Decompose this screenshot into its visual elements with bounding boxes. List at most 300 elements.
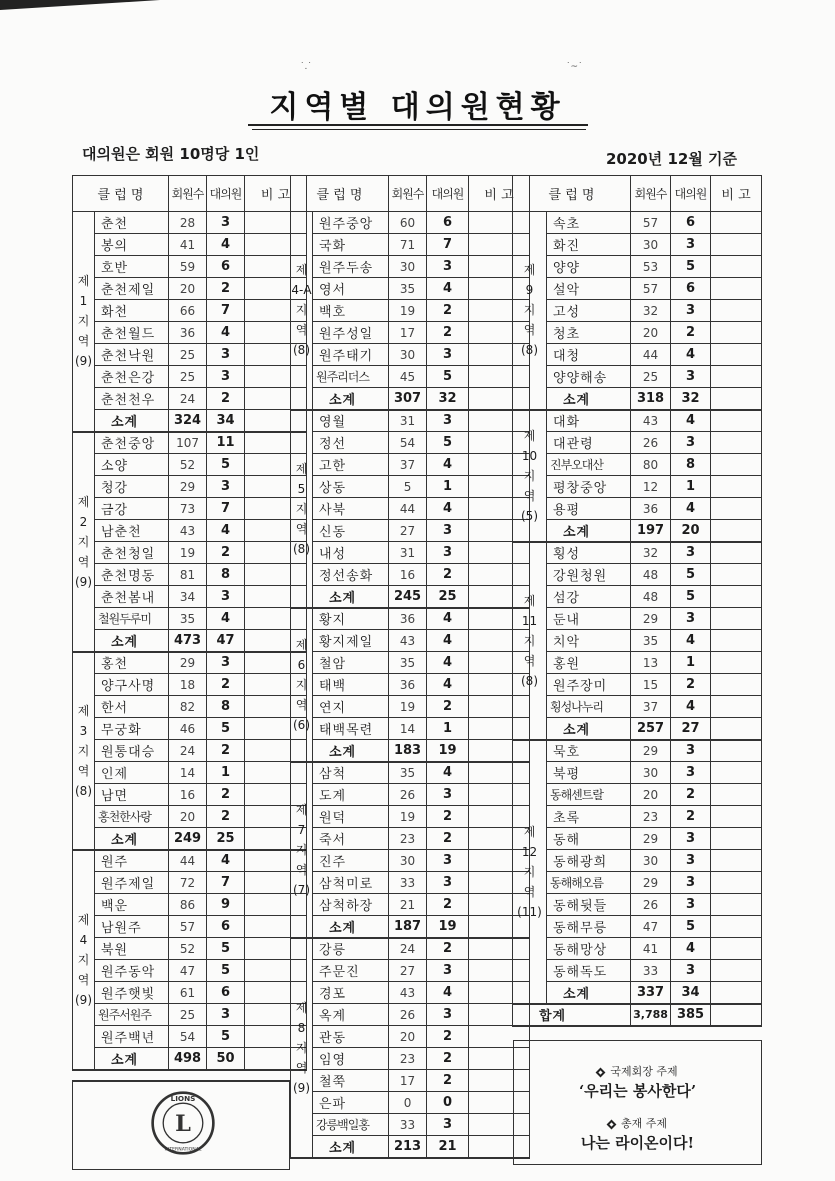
note-cell [711,762,762,784]
subtotal-row [513,718,762,740]
club-name: 연지 [313,696,389,718]
subtotal-members: 213 [389,1136,427,1158]
club-row [73,872,307,894]
club-name: 영월 [313,410,389,432]
member-count: 32 [631,542,671,564]
club-name: 설악 [547,278,631,300]
club-row [73,300,307,322]
club-row [73,762,307,784]
delegate-count: 5 [207,718,245,740]
diamond-bullet-icon [607,1119,617,1129]
club-name: 정선송화 [313,564,389,586]
delegate-count: 11 [207,432,245,454]
club-row [513,322,762,344]
club-name: 동해무릉 [547,916,631,938]
club-row [513,256,762,278]
member-count: 20 [631,322,671,344]
subtotal-members: 249 [169,828,207,850]
member-count: 107 [169,432,207,454]
club-row [513,608,762,630]
member-count: 35 [389,762,427,784]
club-name: 진부오대산 [547,454,631,476]
note-cell [711,256,762,278]
delegate-count: 4 [207,322,245,344]
delegate-count: 4 [427,454,469,476]
subtotal-delegates: 21 [427,1136,469,1158]
club-row [513,630,762,652]
club-row [291,806,530,828]
subtotal-members: 197 [631,520,671,542]
club-name: 원주제일 [95,872,169,894]
delegate-count: 8 [207,696,245,718]
club-row [513,652,762,674]
delegate-count: 4 [671,630,711,652]
note-cell [711,1004,762,1026]
delegate-count: 7 [427,234,469,256]
club-row [291,322,530,344]
delegate-count: 2 [427,696,469,718]
member-count: 31 [389,542,427,564]
scan-speck: ˙.˙ [300,62,312,72]
club-name: 동해광희 [547,850,631,872]
subtotal-label: 소계 [313,916,389,938]
note-cell [711,476,762,498]
member-count: 25 [169,366,207,388]
subtotal-delegates: 34 [207,410,245,432]
subtotal-label: 소계 [95,410,169,432]
club-name: 홍천 [95,652,169,674]
club-name: 철암 [313,652,389,674]
club-name: 동해독도 [547,960,631,982]
club-row [291,1026,530,1048]
club-row [291,542,530,564]
club-name: 원주중앙 [313,212,389,234]
delegate-count: 4 [671,696,711,718]
subtotal-row [513,388,762,410]
delegate-count: 3 [207,586,245,608]
note-cell [711,982,762,1004]
club-row [291,1092,530,1114]
subtotal-label: 소계 [547,520,631,542]
subtotal-label: 소계 [95,1048,169,1070]
region-label: 제 1 지 역 (9) [73,212,95,432]
member-count: 27 [389,520,427,542]
club-name: 섬강 [547,586,631,608]
member-count: 41 [631,938,671,960]
note-cell [711,630,762,652]
club-row [291,674,530,696]
club-row [73,366,307,388]
delegate-count: 2 [207,388,245,410]
club-name: 진주 [313,850,389,872]
subtotal-delegates: 50 [207,1048,245,1070]
member-count: 16 [389,564,427,586]
delegate-count: 3 [207,212,245,234]
club-name: 춘천은강 [95,366,169,388]
delegate-count: 5 [671,586,711,608]
delegate-count: 7 [207,498,245,520]
club-name: 봉의 [95,234,169,256]
club-row [513,234,762,256]
member-count: 26 [389,784,427,806]
header-note: 비 고 [245,176,307,212]
header-member-count: 회원수 [169,176,207,212]
delegate-count: 3 [427,1114,469,1136]
club-row [513,938,762,960]
delegate-count: 3 [427,410,469,432]
note-cell [711,784,762,806]
delegate-count: 9 [207,894,245,916]
note-cell [711,718,762,740]
subtotal-row [291,586,530,608]
member-count: 32 [631,300,671,322]
delegate-count: 2 [427,564,469,586]
note-cell [711,300,762,322]
member-count: 30 [631,234,671,256]
delegate-count: 2 [427,1070,469,1092]
club-name: 원주장미 [547,674,631,696]
delegate-count: 5 [207,1026,245,1048]
club-name: 대화 [547,410,631,432]
delegate-count: 2 [427,322,469,344]
club-row [73,498,307,520]
club-row [73,718,307,740]
club-row [73,432,307,454]
club-name: 내성 [313,542,389,564]
delegate-count: 2 [207,740,245,762]
grand-total-row [513,1004,762,1026]
note-cell [711,234,762,256]
delegate-count: 3 [671,300,711,322]
delegate-count: 2 [671,674,711,696]
subtotal-delegates: 25 [427,586,469,608]
club-name: 영서 [313,278,389,300]
delegate-count: 2 [427,806,469,828]
delegate-count: 3 [427,344,469,366]
delegate-count: 6 [427,212,469,234]
delegate-count: 3 [671,740,711,762]
delegate-count: 4 [427,674,469,696]
note-cell [711,586,762,608]
club-row [513,498,762,520]
delegate-count: 3 [427,1004,469,1026]
member-count: 33 [389,1114,427,1136]
member-count: 36 [389,674,427,696]
club-name: 도계 [313,784,389,806]
member-count: 59 [169,256,207,278]
club-name: 삼척하장 [313,894,389,916]
grand-total-members: 3,788 [631,1004,671,1026]
member-count: 29 [631,608,671,630]
club-row [291,894,530,916]
club-name: 강원청원 [547,564,631,586]
header-delegate-count: 대의원 [427,176,469,212]
delegate-count: 4 [427,608,469,630]
club-name: 태백 [313,674,389,696]
club-row [73,608,307,630]
club-name: 주문진 [313,960,389,982]
header-delegate-count: 대의원 [207,176,245,212]
club-name: 용평 [547,498,631,520]
region-label: 제 3 지 역 (8) [73,652,95,850]
delegate-count: 4 [427,652,469,674]
club-row [73,938,307,960]
region-label: 제 8 지 역 (9) [291,938,313,1158]
member-count: 52 [169,938,207,960]
subtotal-row [291,388,530,410]
member-count: 61 [169,982,207,1004]
delegate-count: 2 [427,894,469,916]
club-row [73,674,307,696]
member-count: 86 [169,894,207,916]
club-row [73,344,307,366]
delegate-count: 3 [427,784,469,806]
subtotal-members: 337 [631,982,671,1004]
delegate-table-column-2 [290,175,530,1159]
club-row [73,894,307,916]
delegate-count: 2 [427,1026,469,1048]
delegate-count: 5 [671,916,711,938]
club-row [73,212,307,234]
club-name: 무궁화 [95,718,169,740]
delegate-count: 1 [207,762,245,784]
delegate-count: 3 [671,432,711,454]
club-row [73,652,307,674]
delegate-count: 4 [671,410,711,432]
member-count: 54 [389,432,427,454]
club-name: 원덕 [313,806,389,828]
club-row [291,784,530,806]
member-count: 30 [631,850,671,872]
club-name: 소양 [95,454,169,476]
member-count: 17 [389,322,427,344]
club-name: 사북 [313,498,389,520]
diamond-bullet-icon [596,1067,606,1077]
member-count: 81 [169,564,207,586]
club-name: 국화 [313,234,389,256]
delegate-count: 3 [671,872,711,894]
club-row [73,322,307,344]
club-name: 상동 [313,476,389,498]
reference-date: 2020년 12월 기준 [606,150,738,168]
club-name: 원주서원주 [95,1004,169,1026]
delegate-count: 2 [207,806,245,828]
club-row [73,234,307,256]
club-row [513,564,762,586]
page-title: 지역별 대의원현황 [269,90,566,125]
delegate-count: 2 [207,674,245,696]
member-count: 14 [169,762,207,784]
delegate-count: 1 [671,476,711,498]
member-count: 5 [389,476,427,498]
subtotal-members: 324 [169,410,207,432]
club-row [73,1026,307,1048]
header-delegate-count: 대의원 [671,176,711,212]
club-name: 춘천 [95,212,169,234]
club-row [513,850,762,872]
club-row [291,454,530,476]
club-row [513,740,762,762]
club-row [291,212,530,234]
club-row [291,1114,530,1136]
note-cell [711,344,762,366]
club-name: 철원두루미 [95,608,169,630]
delegate-count: 4 [427,498,469,520]
member-count: 25 [169,1004,207,1026]
club-row [73,1004,307,1026]
club-row [73,806,307,828]
club-row [291,718,530,740]
member-count: 44 [631,344,671,366]
club-name: 홍원 [547,652,631,674]
subtotal-row [291,1136,530,1158]
subtotal-delegates: 32 [671,388,711,410]
club-name: 백운 [95,894,169,916]
member-count: 46 [169,718,207,740]
club-name: 평창중앙 [547,476,631,498]
club-row [513,916,762,938]
delegate-count: 6 [207,982,245,1004]
member-count: 52 [169,454,207,476]
club-row [513,586,762,608]
governor-theme: 나는 라이온이다! [580,1134,695,1152]
member-count: 54 [169,1026,207,1048]
subtotal-label: 소계 [313,740,389,762]
delegate-count: 2 [427,300,469,322]
delegate-count: 0 [427,1092,469,1114]
subtotal-delegates: 32 [427,388,469,410]
club-name: 양양해송 [547,366,631,388]
subtotal-label: 소계 [95,828,169,850]
club-name: 춘천청일 [95,542,169,564]
note-cell [711,564,762,586]
delegate-count: 1 [671,652,711,674]
club-row [513,894,762,916]
member-count: 29 [631,828,671,850]
delegate-count: 5 [427,432,469,454]
club-name: 화천 [95,300,169,322]
delegate-count: 6 [671,278,711,300]
subtotal-members: 245 [389,586,427,608]
club-row [73,960,307,982]
region-label: 제 4-A 지 역 (8) [291,212,313,410]
region-label: 제 5 지 역 (8) [291,410,313,608]
club-name: 강릉백일홍 [313,1114,389,1136]
delegate-count: 3 [207,476,245,498]
delegate-count: 7 [207,300,245,322]
subtotal-members: 307 [389,388,427,410]
delegate-count: 8 [207,564,245,586]
note-cell [711,652,762,674]
member-count: 13 [631,652,671,674]
club-name: 남면 [95,784,169,806]
delegate-count: 4 [207,520,245,542]
delegate-count: 2 [671,784,711,806]
member-count: 30 [389,256,427,278]
club-row [513,872,762,894]
member-count: 23 [389,1048,427,1070]
club-row [291,762,530,784]
subtotal-delegates: 47 [207,630,245,652]
club-row [291,366,530,388]
delegate-rule-text: 대의원은 회원 10명당 1인 [82,145,260,163]
subtotal-delegates: 19 [427,916,469,938]
club-row [513,542,762,564]
member-count: 33 [389,872,427,894]
club-row [513,762,762,784]
member-count: 57 [631,212,671,234]
member-count: 23 [389,828,427,850]
member-count: 15 [631,674,671,696]
club-name: 동해뒷들 [547,894,631,916]
club-name: 묵호 [547,740,631,762]
subtotal-row [291,916,530,938]
grand-total-delegates: 385 [671,1004,711,1026]
club-name: 화진 [547,234,631,256]
club-name: 동해망상 [547,938,631,960]
lions-international-emblem-icon [150,1090,216,1156]
delegate-count: 4 [671,344,711,366]
delegate-count: 5 [207,938,245,960]
delegate-count: 3 [207,652,245,674]
club-row [291,630,530,652]
club-name: 둔내 [547,608,631,630]
delegate-count: 4 [427,982,469,1004]
club-name: 강릉 [313,938,389,960]
club-row [513,454,762,476]
note-cell [711,212,762,234]
region-label: 제 6 지 역 (6) [291,608,313,762]
member-count: 35 [631,630,671,652]
delegate-count: 3 [671,960,711,982]
member-count: 29 [169,476,207,498]
delegate-count: 3 [671,762,711,784]
subtotal-delegates: 20 [671,520,711,542]
club-row [513,344,762,366]
club-row [291,432,530,454]
member-count: 20 [631,784,671,806]
delegate-count: 4 [427,278,469,300]
delegate-count: 2 [207,784,245,806]
club-row [291,652,530,674]
delegate-count: 5 [671,564,711,586]
subtotal-label: 소계 [547,718,631,740]
delegate-count: 2 [427,828,469,850]
member-count: 44 [389,498,427,520]
club-row [73,476,307,498]
scan-speck: ˙~˙ [566,62,583,72]
club-name: 관동 [313,1026,389,1048]
club-name: 속초 [547,212,631,234]
club-name: 춘천천우 [95,388,169,410]
club-row [291,476,530,498]
delegate-count: 3 [671,366,711,388]
delegate-count: 3 [207,366,245,388]
note-cell [711,674,762,696]
scan-corner-mark [0,0,160,10]
club-name: 인제 [95,762,169,784]
club-name: 초록 [547,806,631,828]
delegate-count: 3 [671,234,711,256]
note-cell [711,740,762,762]
subtotal-delegates: 34 [671,982,711,1004]
note-cell [711,542,762,564]
member-count: 33 [631,960,671,982]
club-name: 횡성 [547,542,631,564]
subtotal-row [73,410,307,432]
region-label: 제 7 지 역 (7) [291,762,313,938]
header-club-name: 클 럽 명 [73,176,169,212]
